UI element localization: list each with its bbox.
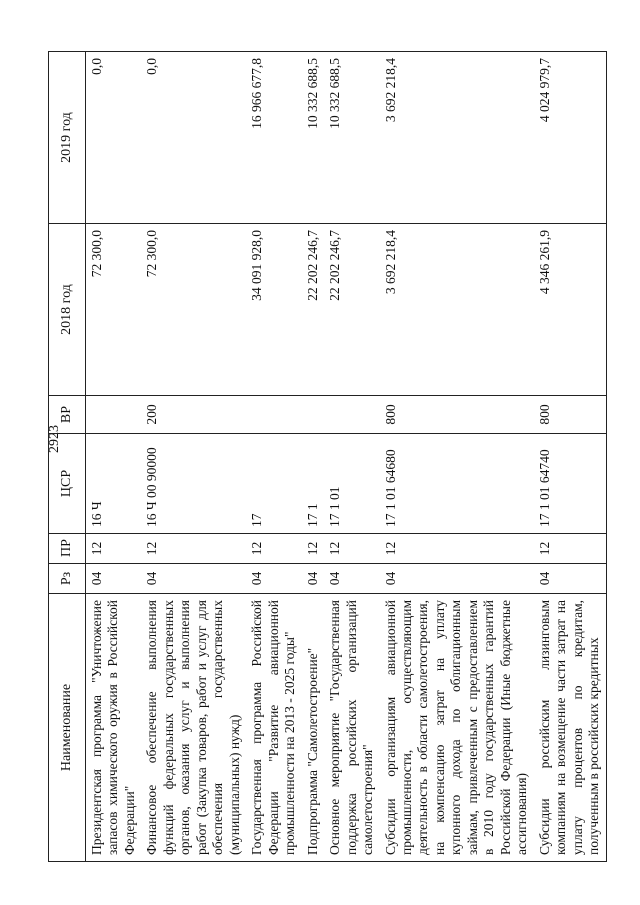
row-name: Государственная программа Российской Федерации "Развитие авиационной промышленности на 2013 - 2025 годы"	[246, 594, 301, 862]
header-pr: ПР	[49, 534, 86, 564]
table-row	[86, 52, 142, 862]
row-name: Финансовое обеспечение выполнения функций федеральных государственных органов, оказания услуг и выполнения работ (Закупка товаров, работ и услуг для обеспечения государственных (муниципальных) нужд)	[141, 594, 246, 862]
row-vr	[246, 396, 301, 434]
row-rz: 04	[246, 564, 301, 594]
row-2019: 0,0	[86, 52, 142, 224]
row-2019: 10 332 688,5	[302, 52, 324, 224]
row-csr: 17 1 01 64740	[534, 434, 606, 534]
row-name: Субсидии российским лизинговым компаниям на возмещение части затрат на уплату процентов по кредитам, полученным в российских кредитных	[534, 594, 606, 862]
row-2018: 4 346 261,9	[534, 224, 606, 396]
row-2018: 22 202 246,7	[302, 224, 324, 396]
table-row	[380, 52, 534, 862]
row-pr: 12	[380, 534, 534, 564]
row-2018: 22 202 246,7	[324, 224, 379, 396]
row-vr	[86, 396, 142, 434]
row-csr: 17 1 01 64680	[380, 434, 534, 534]
row-pr: 12	[324, 534, 379, 564]
row-rz: 04	[534, 564, 606, 594]
table-row	[324, 52, 379, 862]
row-name: Субсидии организациям авиационной промышленности, осуществляющим деятельность в области самолетостроения, на компенсацию затрат на уплату купонного дохода по облигационным займам, привлеченным с предоставлением в 2010 году государственных гарантий Российской Федерации (Иные бюджетные ассигнования)	[380, 594, 534, 862]
page-number: 2923	[47, 425, 62, 453]
row-vr: 800	[534, 396, 606, 434]
table-body	[86, 52, 607, 862]
row-name: Подпрограмма "Самолетостроение"	[302, 594, 324, 862]
header-rz: Рз	[49, 564, 86, 594]
row-vr	[324, 396, 379, 434]
header-2019: 2019 год	[49, 52, 86, 224]
table-row	[534, 52, 606, 862]
row-name: Президентская программа "Уничтожение запасов химического оружия в Российской Федерации"	[86, 594, 142, 862]
row-name: Основное мероприятие "Государственная поддержка российских организаций самолетостроения"	[324, 594, 379, 862]
row-pr: 12	[534, 534, 606, 564]
row-2018: 3 692 218,4	[380, 224, 534, 396]
header-vr: ВР	[49, 396, 86, 434]
row-2018: 72 300,0	[141, 224, 246, 396]
row-2019: 10 332 688,5	[324, 52, 379, 224]
row-2019: 16 966 677,8	[246, 52, 301, 224]
table-header	[49, 52, 86, 862]
row-csr: 16 Ч	[86, 434, 142, 534]
budget-table	[48, 51, 607, 862]
row-csr: 17 1 01	[324, 434, 379, 534]
table-row	[141, 52, 246, 862]
row-csr: 17 1	[302, 434, 324, 534]
row-rz: 04	[86, 564, 142, 594]
table-row	[246, 52, 301, 862]
row-vr: 200	[141, 396, 246, 434]
row-2018: 72 300,0	[86, 224, 142, 396]
row-2019: 3 692 218,4	[380, 52, 534, 224]
rotated-page	[48, 52, 602, 862]
header-csr: ЦСР	[49, 434, 86, 534]
row-vr: 800	[380, 396, 534, 434]
row-rz: 04	[141, 564, 246, 594]
header-name: Наименование	[49, 594, 86, 862]
row-pr: 12	[302, 534, 324, 564]
row-2019: 4 024 979,7	[534, 52, 606, 224]
row-pr: 12	[246, 534, 301, 564]
row-2018: 34 091 928,0	[246, 224, 301, 396]
row-csr: 16 Ч 00 90000	[141, 434, 246, 534]
row-vr	[302, 396, 324, 434]
row-pr: 12	[141, 534, 246, 564]
table-row	[302, 52, 324, 862]
header-2018: 2018 год	[49, 224, 86, 396]
row-csr: 17	[246, 434, 301, 534]
row-rz: 04	[324, 564, 379, 594]
row-2019: 0,0	[141, 52, 246, 224]
row-pr: 12	[86, 534, 142, 564]
row-rz: 04	[380, 564, 534, 594]
row-rz: 04	[302, 564, 324, 594]
